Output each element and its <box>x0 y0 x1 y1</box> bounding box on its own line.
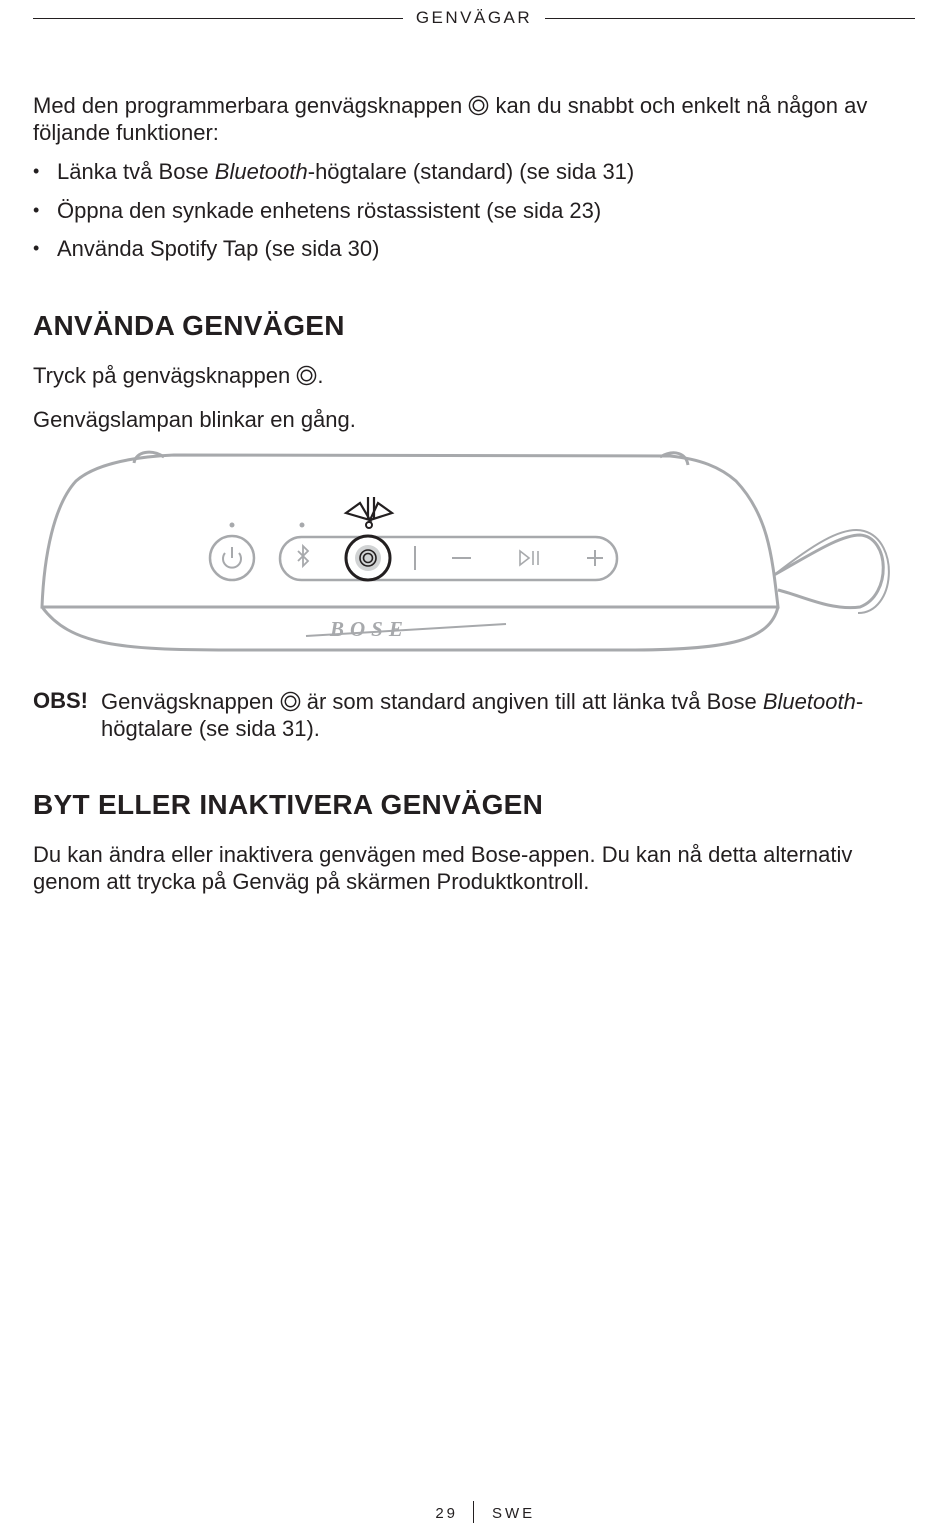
bullet-dot: • <box>33 200 40 220</box>
note-hyphen: - <box>855 689 864 714</box>
shortcut-icon <box>468 95 489 116</box>
language-code: SWE <box>492 1505 536 1522</box>
bullet-italic: Bluetooth <box>214 159 308 184</box>
bullet-text: Länka två Bose <box>57 159 215 184</box>
intro-text-end: kan du snabbt och enkelt nå någon av <box>495 93 868 118</box>
step-text-end: . <box>317 363 324 388</box>
section-heading-change-shortcut: BYT ELLER INAKTIVERA GENVÄGEN <box>33 789 544 820</box>
page-number: 29 <box>435 1505 458 1522</box>
header-rule-left <box>33 18 403 19</box>
note-text <box>101 688 916 742</box>
section-heading-use-shortcut: ANVÄNDA GENVÄGEN <box>33 310 345 341</box>
bullet-text: Öppna den synkade enhetens röstassistent (se sida 23) <box>57 198 602 223</box>
intro-text-start: Med den programmerbara genvägsknappen <box>33 93 463 118</box>
note-label: OBS! <box>33 688 88 713</box>
step-text: Tryck på genvägsknappen <box>33 363 291 388</box>
shortcut-button[interactable] <box>346 536 390 580</box>
shortcut-icon <box>296 365 317 386</box>
note-text-mid: är som standard angiven till att länka två Bose <box>306 689 757 714</box>
intro-text-line2: följande funktioner: <box>33 120 219 145</box>
speaker-illustration <box>30 445 900 655</box>
page-footer <box>0 1503 950 1527</box>
svg-text:BOSE: BOSE <box>330 617 409 641</box>
intro-paragraph <box>33 92 918 146</box>
bluetooth-led <box>300 523 305 528</box>
bullet-dot: • <box>33 161 40 181</box>
bullet-text-post: -högtalare (standard) (se sida 31) <box>307 159 635 184</box>
change-text-line2: genom att trycka på Genväg på skärmen Produktkontroll. <box>33 869 590 894</box>
page-header <box>33 6 915 32</box>
change-text-line1: Du kan ändra eller inaktivera genvägen med Bose-appen. Du kan nå detta alternativ <box>33 842 853 867</box>
bullet-text: Använda Spotify Tap (se sida 30) <box>57 236 380 261</box>
header-title: GENVÄGAR <box>415 8 533 27</box>
note-italic: Bluetooth <box>762 689 856 714</box>
note-text-start: Genvägsknappen <box>101 689 274 714</box>
footer-divider <box>473 1501 474 1523</box>
power-led <box>230 523 235 528</box>
bullet-dot: • <box>33 238 40 258</box>
step-instruction <box>33 362 918 389</box>
step-result: Genvägslampan blinkar en gång. <box>33 407 356 432</box>
note-text-line2: högtalare (se sida 31). <box>101 716 320 741</box>
shortcut-icon <box>280 691 301 712</box>
bose-logo <box>306 617 506 641</box>
control-strip <box>280 537 617 580</box>
power-button[interactable] <box>210 536 254 580</box>
header-rule-right <box>545 18 915 19</box>
change-paragraph <box>33 841 918 895</box>
